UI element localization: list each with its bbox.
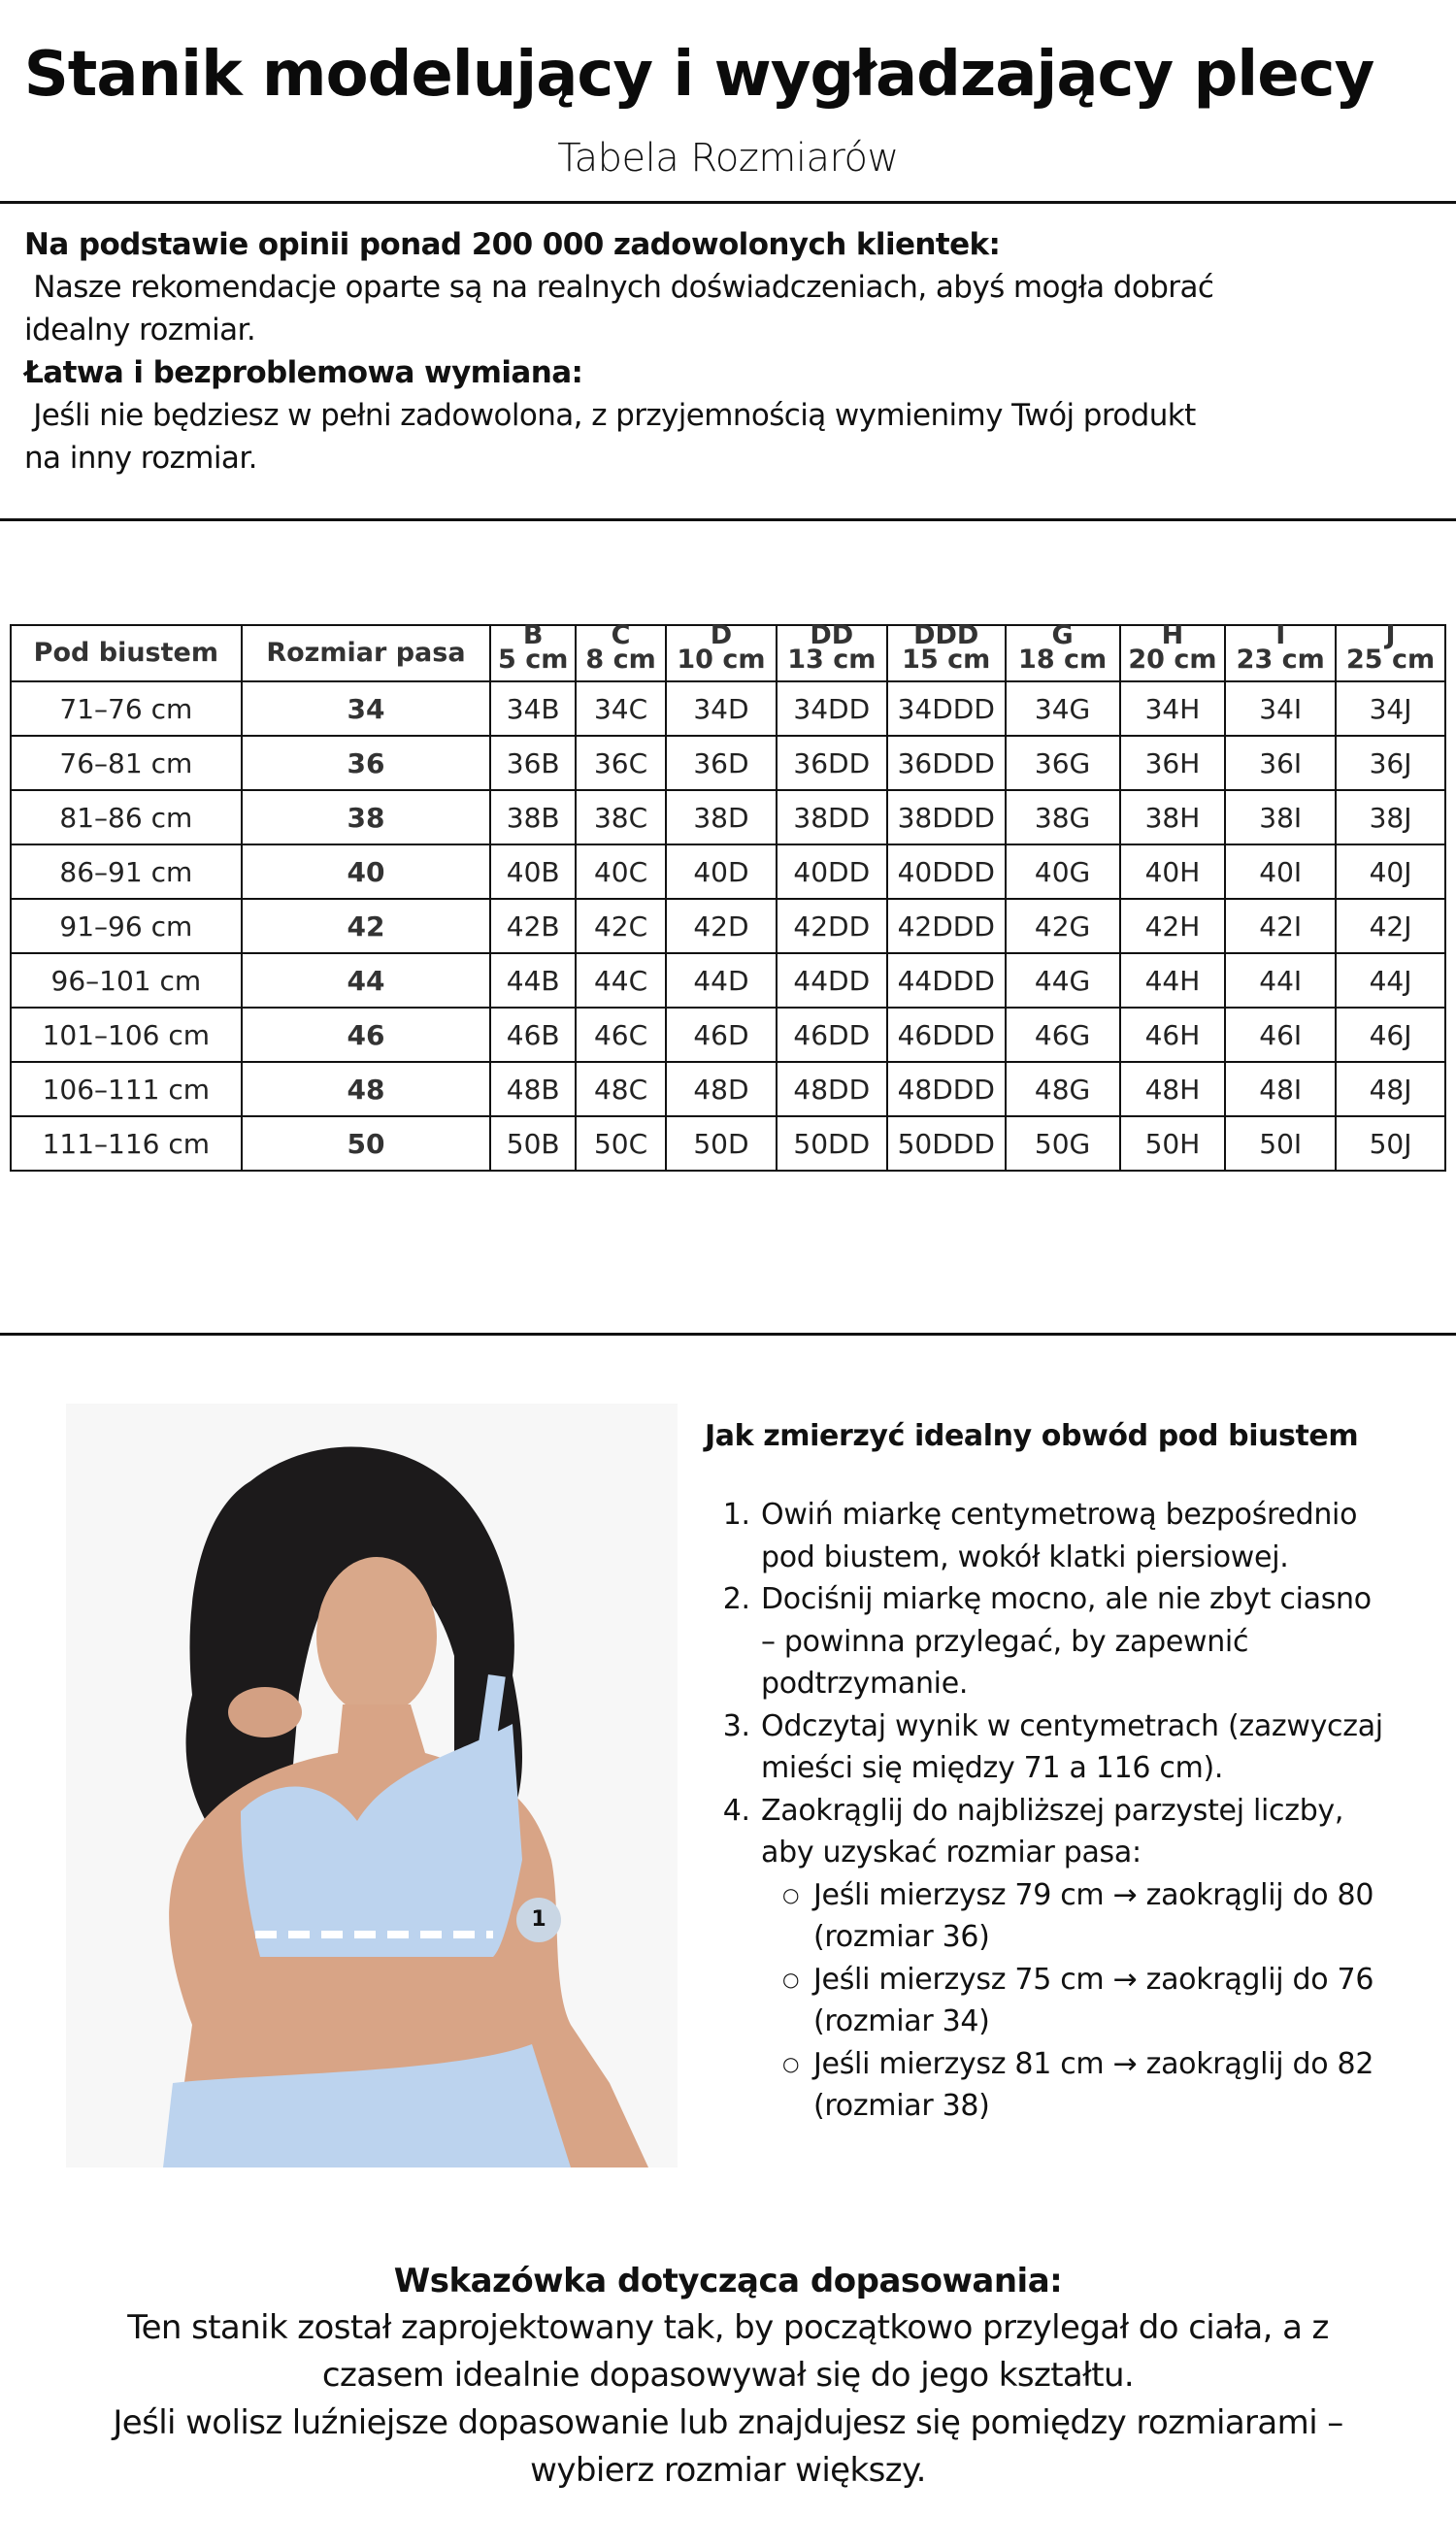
bra-size-cell: 48G	[1006, 1062, 1120, 1116]
step-text: Odczytaj wynik w centymetrach (zazwyczaj	[761, 1708, 1383, 1743]
bra-size-cell: 40DD	[777, 844, 887, 899]
step-text: mieści się między 71 a 116 cm).	[761, 1751, 1224, 1785]
intro-heading-reviews: Na podstawie opinii ponad 200 000 zadowolonych klientek:	[24, 227, 1001, 262]
bra-size-cell: 42DD	[777, 899, 887, 953]
measuring-steps	[705, 1494, 1442, 2128]
model-illustration	[66, 1404, 678, 2167]
bra-size-cell: 44C	[576, 953, 666, 1008]
cup-letter: DDD	[913, 620, 979, 650]
cup-diff: 8 cm	[585, 645, 656, 675]
bra-size-cell: 46H	[1120, 1008, 1226, 1062]
step-text: pod biustem, wokół klatki piersiowej.	[761, 1539, 1289, 1574]
circle-bullet-icon: ○	[782, 1967, 800, 1991]
bra-size-cell: 42J	[1336, 899, 1445, 953]
step-text: Dociśnij miarkę mocno, ale nie zbyt ciasno	[761, 1582, 1372, 1616]
step-item	[759, 1790, 1442, 2128]
bra-size-cell: 40I	[1225, 844, 1336, 899]
intro-section	[24, 223, 1383, 480]
example-item	[782, 1874, 1442, 1959]
bra-size-cell: 48C	[576, 1062, 666, 1116]
bra-size-cell: 38C	[576, 790, 666, 844]
cup-letter: B	[522, 620, 544, 650]
bra-size-cell: 48H	[1120, 1062, 1226, 1116]
example-text: Jeśli mierzysz 75 cm → zaokrąglij do 76	[813, 1962, 1374, 1997]
underbust-cell: 81–86 cm	[11, 790, 242, 844]
example-text: (rozmiar 36)	[813, 1920, 990, 1954]
bra-size-cell: 42B	[490, 899, 576, 953]
page-title: Stanik modelujący i wygładzający plecy	[23, 39, 1374, 111]
bra-size-cell: 36H	[1120, 736, 1226, 790]
fit-tip-title: Wskazówka dotycząca dopasowania:	[393, 2262, 1063, 2300]
bra-size-cell: 44I	[1225, 953, 1336, 1008]
bra-size-cell: 42DDD	[887, 899, 1006, 953]
bra-size-cell: 44B	[490, 953, 576, 1008]
cup-letter: I	[1275, 620, 1286, 650]
bra-size-cell: 36G	[1006, 736, 1120, 790]
example-text: Jeśli mierzysz 79 cm → zaokrąglij do 80	[813, 1877, 1374, 1912]
cup-letter: C	[611, 620, 631, 650]
bra-size-cell: 46I	[1225, 1008, 1336, 1062]
cup-diff: 20 cm	[1128, 645, 1217, 675]
bra-size-cell: 36J	[1336, 736, 1445, 790]
fit-tip	[0, 2258, 1456, 2495]
bra-size-cell: 40G	[1006, 844, 1120, 899]
underbust-cell: 111–116 cm	[11, 1116, 242, 1171]
example-item	[782, 2043, 1442, 2128]
bra-size-cell: 34B	[490, 681, 576, 736]
header-cup	[666, 620, 777, 681]
bra-size-cell: 42H	[1120, 899, 1226, 953]
bra-size-cell: 34D	[666, 681, 777, 736]
bra-size-cell: 34G	[1006, 681, 1120, 736]
bra-size-cell: 36C	[576, 736, 666, 790]
bra-size-cell: 34C	[576, 681, 666, 736]
intro-heading-exchange: Łatwa i bezproblemowa wymiana:	[24, 355, 583, 390]
cup-diff: 13 cm	[787, 645, 877, 675]
face-shape	[316, 1557, 437, 1716]
bra-size-cell: 34DD	[777, 681, 887, 736]
underbust-cell: 106–111 cm	[11, 1062, 242, 1116]
fit-tip-line: Ten stanik został zaprojektowany tak, by początkowo przylegał do ciała, a z	[127, 2308, 1329, 2347]
intro-text-exchange-line-1: Jeśli nie będziesz w pełni zadowolona, z przyjemnością wymienimy Twój produkt	[24, 398, 1196, 433]
bra-size-cell: 50G	[1006, 1116, 1120, 1171]
bra-size-cell: 50D	[666, 1116, 777, 1171]
example-item	[782, 1959, 1442, 2043]
bra-size-cell: 40H	[1120, 844, 1226, 899]
cup-letter: D	[710, 620, 733, 650]
bra-size-cell: 42I	[1225, 899, 1336, 953]
intro-text-reviews-line-1: Nasze rekomendacje oparte są na realnych doświadczeniach, abyś mogła dobrać	[24, 270, 1214, 305]
bra-size-cell: 48DD	[777, 1062, 887, 1116]
divider	[0, 201, 1456, 204]
cup-letter: G	[1051, 620, 1074, 650]
bra-size-cell: 40DDD	[887, 844, 1006, 899]
bra-size-cell: 38J	[1336, 790, 1445, 844]
bra-size-cell: 48D	[666, 1062, 777, 1116]
underbust-cell: 76–81 cm	[11, 736, 242, 790]
bra-size-cell: 50C	[576, 1116, 666, 1171]
bra-size-cell: 48I	[1225, 1062, 1336, 1116]
hand-shape	[228, 1687, 302, 1737]
band-size-cell: 34	[242, 681, 491, 736]
bra-size-cell: 50B	[490, 1116, 576, 1171]
rounding-examples	[761, 1874, 1442, 2128]
band-size-cell: 48	[242, 1062, 491, 1116]
band-size-cell: 42	[242, 899, 491, 953]
band-size-cell: 46	[242, 1008, 491, 1062]
page-subtitle: Tabela Rozmiarów	[557, 136, 899, 181]
header-cup	[887, 620, 1006, 681]
underbust-cell: 86–91 cm	[11, 844, 242, 899]
bra-size-cell: 50DDD	[887, 1116, 1006, 1171]
bra-size-cell: 46C	[576, 1008, 666, 1062]
bra-size-cell: 44G	[1006, 953, 1120, 1008]
bra-size-cell: 50H	[1120, 1116, 1226, 1171]
underbust-cell: 101–106 cm	[11, 1008, 242, 1062]
model-photo	[66, 1404, 678, 2167]
header-cup	[777, 620, 887, 681]
intro-text-reviews-line-2: idealny rozmiar.	[24, 313, 256, 347]
bra-size-cell: 42D	[666, 899, 777, 953]
bra-size-cell: 50J	[1336, 1116, 1445, 1171]
cup-diff: 15 cm	[902, 645, 991, 675]
step-item	[759, 1578, 1442, 1705]
cup-diff: 25 cm	[1346, 645, 1436, 675]
bra-size-cell: 36I	[1225, 736, 1336, 790]
example-text: (rozmiar 34)	[813, 2004, 990, 2038]
bra-size-cell: 44J	[1336, 953, 1445, 1008]
header-underbust: Pod biustem	[11, 625, 242, 681]
band-size-cell: 44	[242, 953, 491, 1008]
bra-size-cell: 36DDD	[887, 736, 1006, 790]
bra-size-cell: 46DDD	[887, 1008, 1006, 1062]
header-band: Rozmiar pasa	[242, 625, 491, 681]
header-cup	[1006, 620, 1120, 681]
size-table-row	[11, 1008, 1445, 1062]
step-text: aby uzyskać rozmiar pasa:	[761, 1836, 1142, 1870]
bra-size-cell: 42G	[1006, 899, 1120, 953]
fit-tip-line: czasem idealnie dopasowywał się do jego kształtu.	[321, 2356, 1135, 2395]
bra-size-cell: 38DDD	[887, 790, 1006, 844]
bra-size-cell: 40C	[576, 844, 666, 899]
band-size-cell: 38	[242, 790, 491, 844]
bra-size-cell: 42C	[576, 899, 666, 953]
header-cup	[1120, 620, 1226, 681]
bra-size-cell: 40J	[1336, 844, 1445, 899]
size-table-row	[11, 736, 1445, 790]
fit-tip-line: Jeśli wolisz luźniejsze dopasowanie lub znajdujesz się pomiędzy rozmiarami –	[113, 2403, 1343, 2442]
bra-size-cell: 38I	[1225, 790, 1336, 844]
bra-size-cell: 34J	[1336, 681, 1445, 736]
bra-size-cell: 44D	[666, 953, 777, 1008]
bra-size-cell: 46DD	[777, 1008, 887, 1062]
size-table-row	[11, 953, 1445, 1008]
step-text: Zaokrąglij do najbliższej parzystej liczby,	[761, 1793, 1344, 1828]
bra-size-cell: 44DDD	[887, 953, 1006, 1008]
example-text: (rozmiar 38)	[813, 2089, 990, 2123]
underbust-cell: 96–101 cm	[11, 953, 242, 1008]
cup-diff: 23 cm	[1236, 645, 1325, 675]
fit-tip-line: wybierz rozmiar większy.	[530, 2451, 926, 2490]
underbust-cell: 91–96 cm	[11, 899, 242, 953]
cup-diff: 10 cm	[677, 645, 766, 675]
measurement-marker-label: 1	[531, 1907, 546, 1932]
header-cup	[1225, 620, 1336, 681]
bra-size-cell: 38G	[1006, 790, 1120, 844]
bra-size-cell: 38H	[1120, 790, 1226, 844]
divider	[0, 1333, 1456, 1336]
bra-size-cell: 38DD	[777, 790, 887, 844]
size-table-header-row	[11, 625, 1445, 681]
cup-letter: DD	[810, 620, 854, 650]
size-table-row	[11, 681, 1445, 736]
bra-size-cell: 40B	[490, 844, 576, 899]
bra-size-cell: 50DD	[777, 1116, 887, 1171]
cup-letter: H	[1161, 620, 1184, 650]
header-cup	[576, 620, 666, 681]
size-table-row	[11, 1062, 1445, 1116]
band-size-cell: 36	[242, 736, 491, 790]
bra-size-cell: 34DDD	[887, 681, 1006, 736]
cup-diff: 5 cm	[498, 645, 569, 675]
band-size-cell: 40	[242, 844, 491, 899]
bra-size-cell: 46G	[1006, 1008, 1120, 1062]
underbust-cell: 71–76 cm	[11, 681, 242, 736]
bra-size-cell: 46B	[490, 1008, 576, 1062]
size-table-row	[11, 790, 1445, 844]
bra-size-cell: 46D	[666, 1008, 777, 1062]
measuring-guide-title: Jak zmierzyć idealny obwód pod biustem	[705, 1419, 1359, 1453]
size-table-row	[11, 1116, 1445, 1171]
bra-size-cell: 44H	[1120, 953, 1226, 1008]
bra-size-cell: 38D	[666, 790, 777, 844]
bra-size-cell: 48B	[490, 1062, 576, 1116]
size-table	[10, 620, 1446, 1172]
bra-size-cell: 48DDD	[887, 1062, 1006, 1116]
divider	[0, 518, 1456, 521]
cup-letter: J	[1385, 620, 1396, 650]
step-text: – powinna przylegać, by zapewnić	[761, 1624, 1249, 1659]
bra-size-cell: 34I	[1225, 681, 1336, 736]
example-text: Jeśli mierzysz 81 cm → zaokrąglij do 82	[813, 2046, 1374, 2081]
bra-size-cell: 34H	[1120, 681, 1226, 736]
step-text: podtrzymanie.	[761, 1667, 969, 1701]
measuring-guide	[705, 1419, 1442, 2128]
bra-size-cell: 36DD	[777, 736, 887, 790]
bra-size-cell: 38B	[490, 790, 576, 844]
band-size-cell: 50	[242, 1116, 491, 1171]
bra-size-cell: 48J	[1336, 1062, 1445, 1116]
bra-size-cell: 40D	[666, 844, 777, 899]
circle-bullet-icon: ○	[782, 2051, 800, 2075]
step-item	[759, 1494, 1442, 1578]
size-table-row	[11, 844, 1445, 899]
bra-size-cell: 36B	[490, 736, 576, 790]
bra-size-cell: 46J	[1336, 1008, 1445, 1062]
header-cup	[1336, 620, 1445, 681]
step-item	[759, 1705, 1442, 1790]
step-text: Owiń miarkę centymetrową bezpośrednio	[761, 1498, 1358, 1532]
cup-diff: 18 cm	[1018, 645, 1108, 675]
intro-text-exchange-line-2: na inny rozmiar.	[24, 441, 257, 476]
size-table-row	[11, 899, 1445, 953]
header-cup	[490, 620, 576, 681]
bra-size-cell: 36D	[666, 736, 777, 790]
bra-size-cell: 44DD	[777, 953, 887, 1008]
circle-bullet-icon: ○	[782, 1882, 800, 1906]
bra-size-cell: 50I	[1225, 1116, 1336, 1171]
